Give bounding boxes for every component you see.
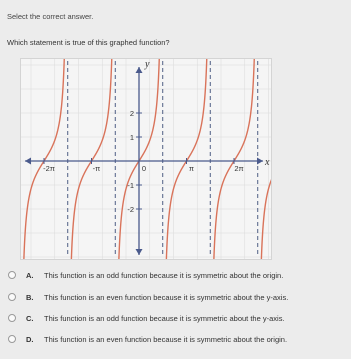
question-text: Which statement is true of this graphed function?	[7, 38, 170, 47]
y-axis-arrow-up	[136, 67, 143, 73]
y-tick-label: 2	[129, 109, 134, 118]
x-tick-label: -2π	[43, 164, 55, 173]
y-tick-label: 1	[129, 133, 134, 142]
instruction-text: Select the correct answer.	[7, 12, 94, 21]
option-a-letter: A.	[26, 270, 34, 280]
asymptote-lines	[68, 61, 258, 257]
option-b-text: This function is an even function because it is symmetric about the y-axis.	[44, 292, 289, 302]
option-d[interactable]	[8, 332, 287, 346]
option-d-text: This function is an even function because it is symmetric about the origin.	[44, 334, 288, 344]
radio-c[interactable]	[8, 314, 16, 322]
option-b[interactable]	[8, 290, 288, 304]
axes	[25, 67, 263, 255]
y-tick-label: -1	[127, 181, 134, 190]
option-a[interactable]	[8, 268, 283, 282]
x-axis-arrow-right	[257, 158, 263, 165]
x-axis-arrow-left	[25, 158, 31, 165]
option-c-letter: C.	[26, 313, 34, 323]
radio-a[interactable]	[8, 271, 16, 279]
graph-svg	[21, 59, 271, 259]
x-tick-label: -π	[92, 164, 101, 173]
radio-b[interactable]	[8, 293, 16, 301]
y-tick-label: -2	[127, 205, 134, 214]
option-d-letter: D.	[26, 334, 34, 344]
option-b-letter: B.	[26, 292, 34, 302]
option-c-text: This function is an odd function because it is symmetric about the y-axis.	[44, 313, 285, 323]
x-tick-label: 2π	[234, 164, 244, 173]
y-axis-name: y	[145, 59, 150, 70]
y-axis-arrow-down	[136, 249, 143, 255]
function-graph	[20, 58, 272, 260]
x-tick-label: π	[188, 164, 195, 173]
x-tick-label: 0	[141, 164, 147, 173]
option-a-text: This function is an odd function because it is symmetric about the origin.	[44, 270, 284, 280]
option-c[interactable]	[8, 311, 285, 325]
x-axis-name: x	[265, 157, 270, 168]
axis-labels	[43, 59, 270, 214]
radio-d[interactable]	[8, 335, 16, 343]
